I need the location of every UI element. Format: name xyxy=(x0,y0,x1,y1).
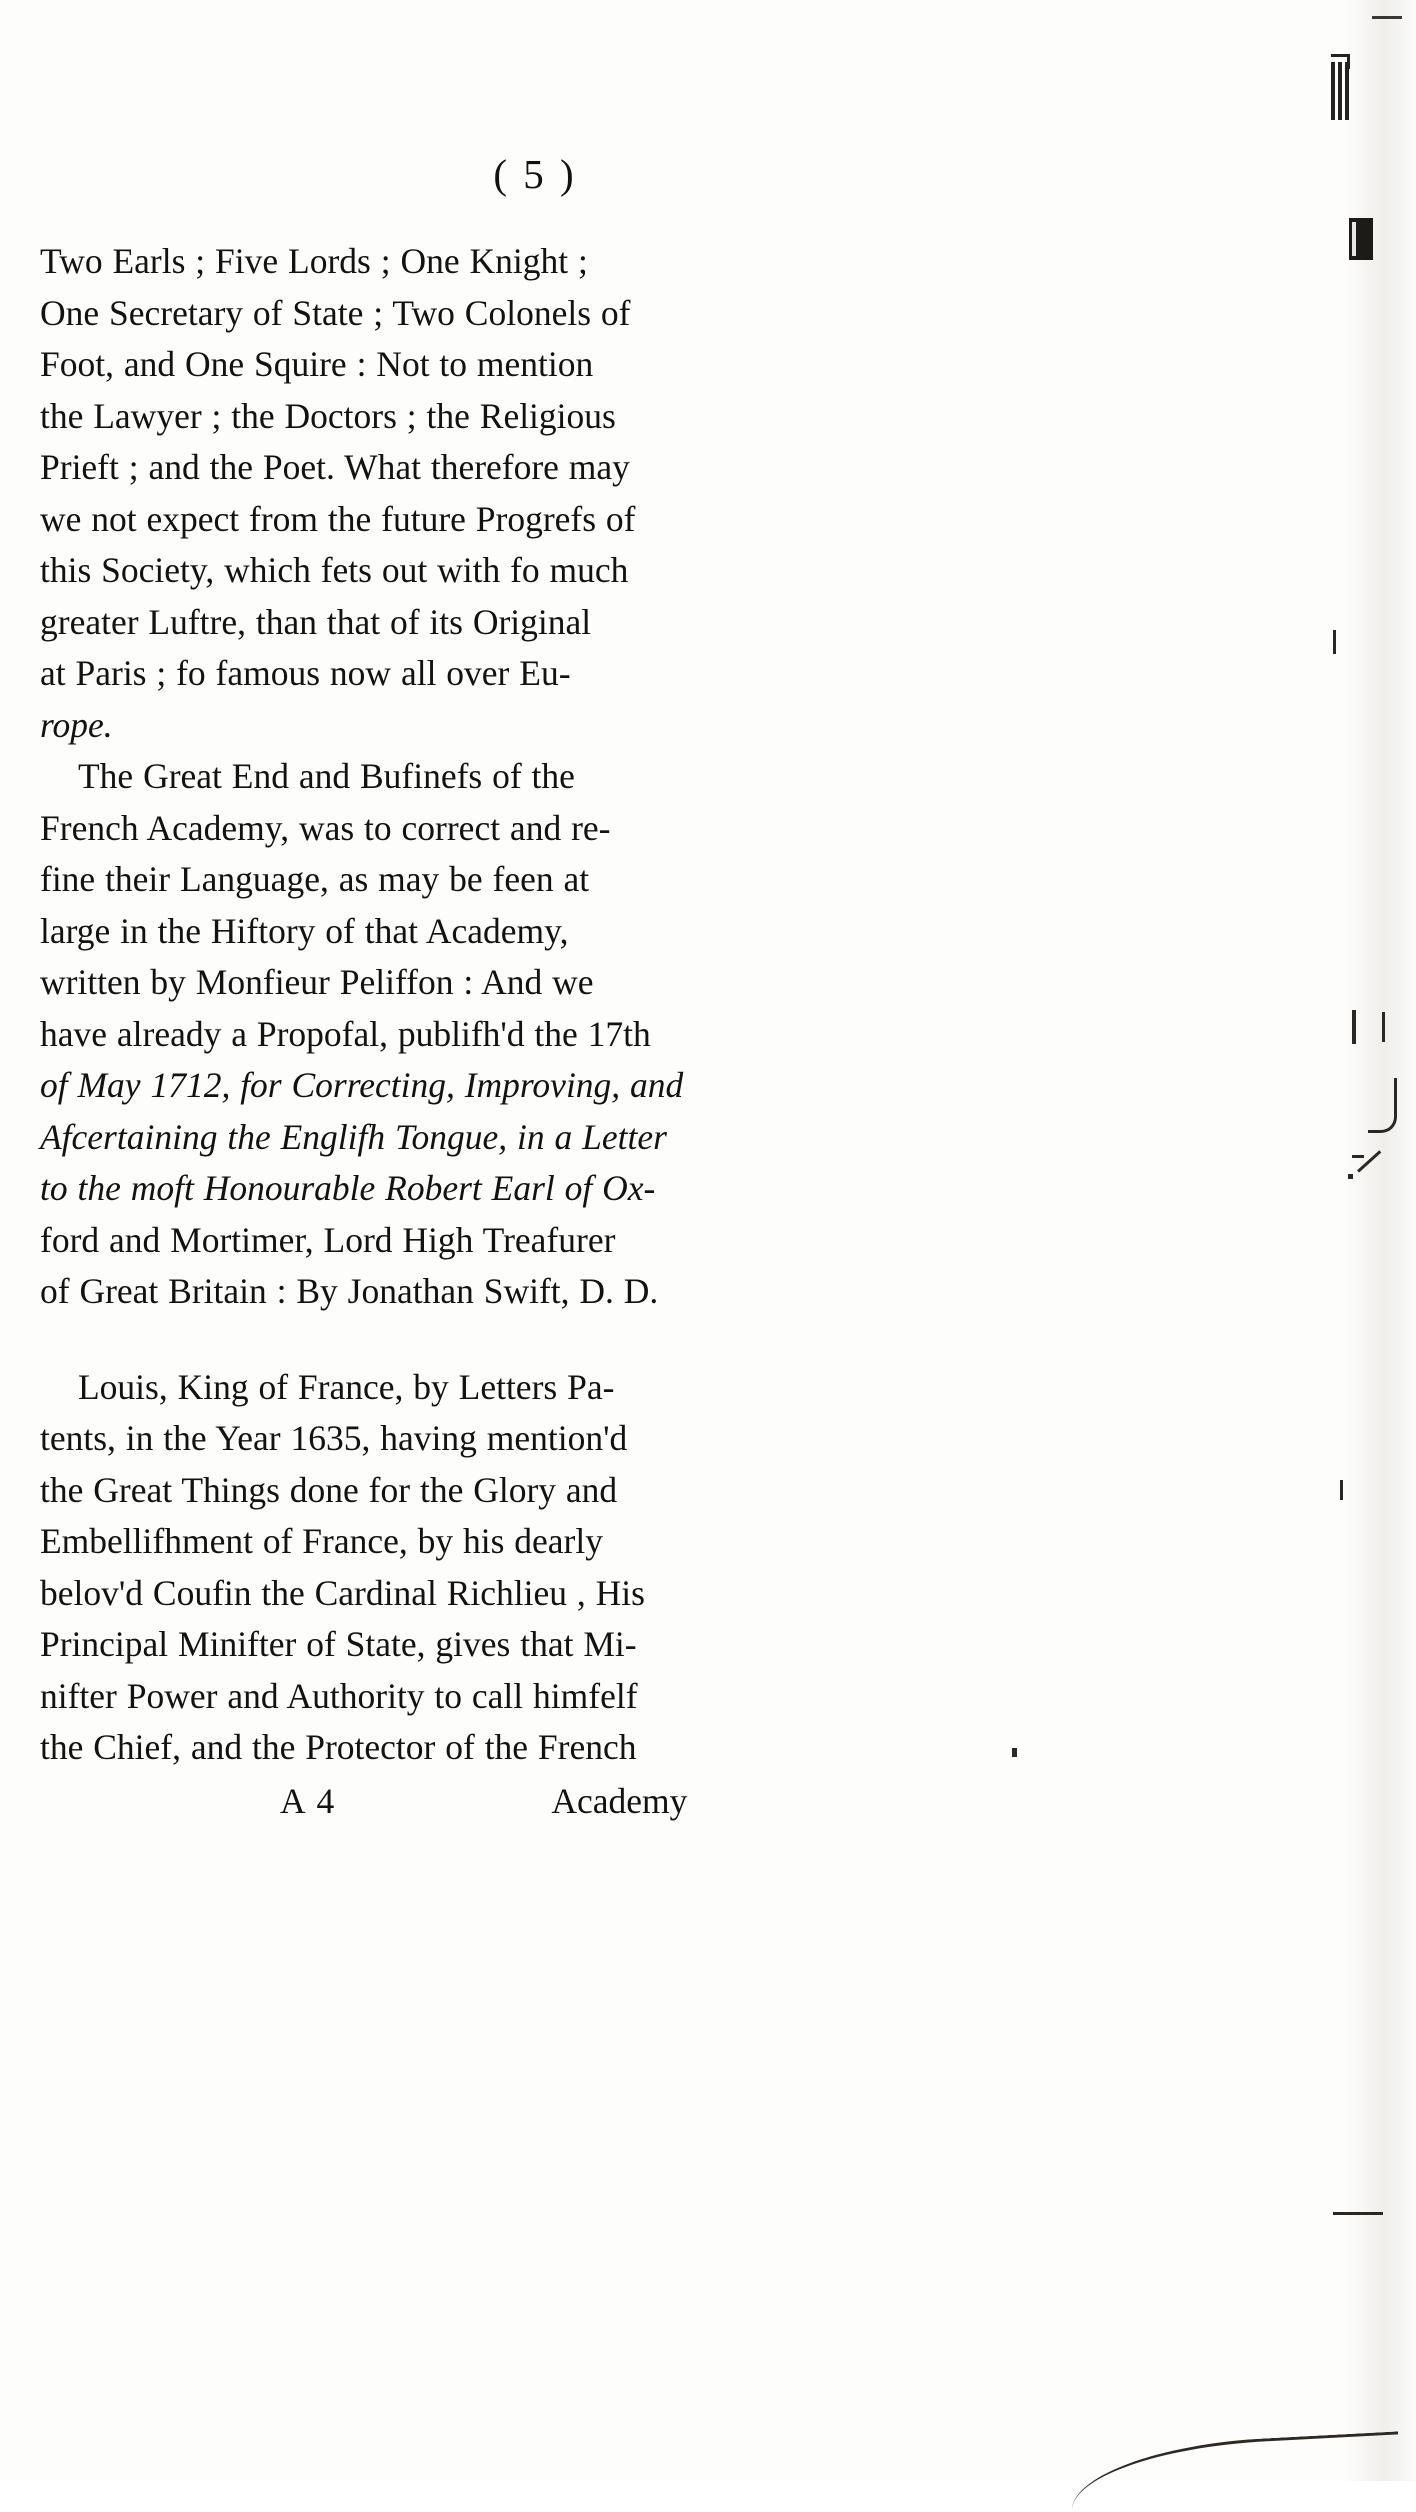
scan-artifact-bottom-curve xyxy=(1069,2431,1402,2511)
page-number-text: ( 5 ) xyxy=(493,151,577,197)
scan-artifact-tick-2 xyxy=(1352,1010,1356,1044)
line: rope. xyxy=(40,704,113,745)
line: fine their Language, as may be feen at xyxy=(40,859,590,899)
line: of Great Britain : By Jonathan Swift, D. D. xyxy=(40,1271,659,1311)
line: at Paris ; fo famous now all over Eu- xyxy=(40,653,571,693)
line: French Academy, was to correct and re- xyxy=(40,807,611,848)
line: Two Earls ; Five Lords ; One Knight ; xyxy=(40,241,588,281)
scan-artifact-dash xyxy=(1352,1155,1364,1158)
scan-artifact-tick-3 xyxy=(1382,1012,1385,1042)
scan-artifact-bar-group xyxy=(1331,62,1351,120)
paragraph-2 xyxy=(40,751,1030,1318)
page-number xyxy=(40,150,1030,198)
scan-artifact-top-right xyxy=(1372,0,1402,19)
text-column xyxy=(40,150,1030,1827)
catchword: Academy xyxy=(551,1780,688,1821)
scan-artifact-tick-1 xyxy=(1333,630,1336,654)
line: tents, in the Year 1635, having mention'd xyxy=(40,1418,628,1458)
line: we not expect from the future Progrefs of xyxy=(40,498,636,539)
scan-artifact-curve xyxy=(1368,1078,1397,1133)
paragraph-3 xyxy=(40,1362,1030,1774)
line: written by Monfieur Peliffon : And we xyxy=(40,962,594,1002)
page-gutter-shadow xyxy=(1344,0,1416,2481)
line: Afcertaining the Englifh Tongue, in a Letter xyxy=(40,1116,667,1157)
line: to the moft Honourable Robert Earl of Ox- xyxy=(40,1168,656,1208)
line: the Chief, and the Protector of the French xyxy=(40,1727,637,1767)
line: One Secretary of State ; Two Colonels of xyxy=(40,292,631,333)
scan-artifact-dot xyxy=(1348,1174,1353,1179)
line: The Great End and Bufinefs of the xyxy=(78,756,575,796)
line: of May 1712, for Correcting, Improving, and xyxy=(40,1065,684,1105)
line: have already a Propofal, publifh'd the 17th xyxy=(40,1013,651,1054)
paragraph-1 xyxy=(40,236,1030,751)
line: ford and Mortimer, Lord High Treafurer xyxy=(40,1219,616,1260)
line: Foot, and One Squire : Not to mention xyxy=(40,344,594,384)
signature-mark: A 4 xyxy=(280,1780,337,1821)
line: the Lawyer ; the Doctors ; the Religious xyxy=(40,395,616,436)
scan-artifact-tick-4 xyxy=(1340,1480,1343,1500)
line: belov'd Coufin the Cardinal Richlieu , His xyxy=(40,1572,645,1613)
line: Principal Minifter of State, gives that Mi- xyxy=(40,1624,637,1664)
scan-artifact-rule xyxy=(1333,2212,1383,2215)
line: greater Luftre, than that of its Original xyxy=(40,601,592,642)
line: Louis, King of France, by Letters Pa- xyxy=(78,1366,615,1407)
line: Prieft ; and the Poet. What therefore may xyxy=(40,447,630,487)
scan-artifact-ink-block xyxy=(1349,218,1373,260)
line: nifter Power and Authority to call himfelf xyxy=(40,1675,638,1716)
page-footer xyxy=(40,1776,1030,1827)
line: Embellifhment of France, by his dearly xyxy=(40,1521,603,1561)
line: this Society, which fets out with fo much xyxy=(40,550,629,590)
line: large in the Hiftory of that Academy, xyxy=(40,910,569,951)
line: the Great Things done for the Glory and xyxy=(40,1469,618,1510)
